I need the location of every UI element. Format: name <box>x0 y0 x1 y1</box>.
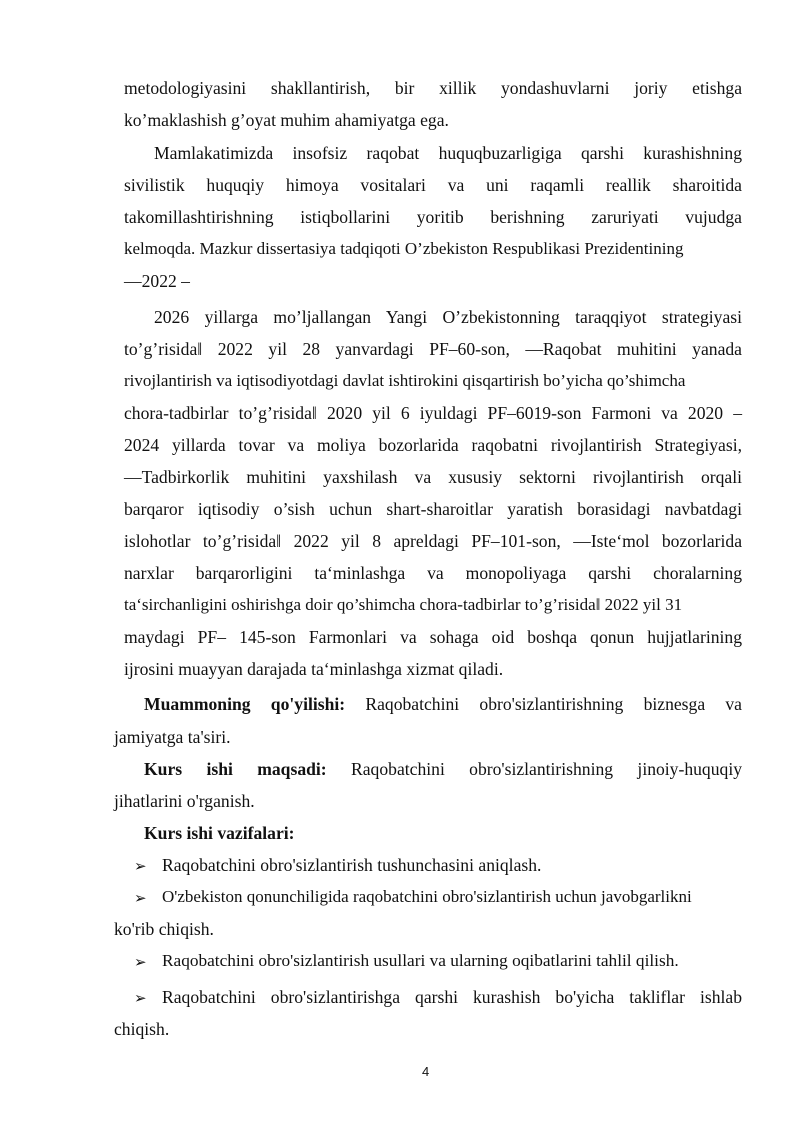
task-item-4-line-2: chiqish. <box>114 1019 170 1039</box>
paragraph-3-line-8: islohotlar to’g’risida‖ 2022 yil 8 apreldagi PF–101-son, ―Iste‘mol bozorlarida <box>124 531 742 551</box>
problem-statement-line-2: jamiyatga ta'siri. <box>114 727 231 747</box>
task-item-2-line-1: O'zbekiston qonunchiligida raqobatchini obro'sizlantirish uchun javobgarlikni <box>162 887 692 906</box>
task-item-4-line-1: Raqobatchini obro'sizlantirishga qarshi kurashish bo'yicha takliflar ishlab <box>162 987 742 1007</box>
goal-line-1 <box>144 758 742 780</box>
bullet-arrow-icon: ➢ <box>134 889 147 907</box>
paragraph-3-line-9: narxlar barqarorligini ta‘minlashga va monopoliyaga qarshi choralarning <box>124 563 742 583</box>
page-number: 4 <box>422 1064 430 1079</box>
paragraph-2-line-3: takomillashtirishning istiqbollarini yoritib berishning zaruriyati vujudga <box>124 207 742 227</box>
paragraph-3-line-6: ―Tadbirkorlik muhitini yaxshilash va xususiy sektorni rivojlantirish orqali <box>124 467 742 487</box>
problem-text: Raqobatchini obro'sizlantirishning biznesga va <box>365 694 742 714</box>
bullet-arrow-icon: ➢ <box>134 989 147 1007</box>
paragraph-2-line-5: ―2022 – <box>124 271 190 291</box>
bullet-arrow-icon: ➢ <box>134 953 147 971</box>
bullet-arrow-icon: ➢ <box>134 857 147 875</box>
paragraph-3-line-5: 2024 yillarda tovar va moliya bozorlarida raqobatni rivojlantirish Strategiyasi, <box>124 435 742 455</box>
task-item-3: Raqobatchini obro'sizlantirish usullari va ularning oqibatlarini tahlil qilish. <box>162 951 679 970</box>
paragraph-2-line-1: Mamlakatimizda insofsiz raqobat huquqbuzarligiga qarshi kurashishning <box>154 143 742 163</box>
paragraph-3-line-11: maydagi PF– 145-son Farmonlari va sohaga oid boshqa qonun hujjatlarining <box>124 627 742 647</box>
problem-statement-line-1 <box>144 693 742 715</box>
paragraph-1-line-1: metodologiyasini shakllantirish, bir xillik yondashuvlarni joriy etishga <box>124 78 742 98</box>
goal-label: Kurs ishi maqsadi: <box>144 759 327 779</box>
paragraph-3-line-7: barqaror iqtisodiy o’sish uchun shart-sharoitlar yaratish borasidagi navbatdagi <box>124 499 742 519</box>
paragraph-3-line-3: rivojlantirish va iqtisodiyotdagi davlat ishtirokini qisqartirish bo’yicha qo’shimcha <box>124 371 686 390</box>
paragraph-3-line-4: chora-tadbirlar to’g’risida‖ 2020 yil 6 iyuldagi PF–6019-son Farmoni va 2020 – <box>124 403 742 423</box>
paragraph-3-line-12: ijrosini muayyan darajada ta‘minlashga xizmat qiladi. <box>124 659 504 679</box>
paragraph-3-line-10: ta‘sirchanligini oshirishga doir qo’shimcha chora-tadbirlar to’g’risida‖ 2022 yil 31 <box>124 595 683 614</box>
task-item-2-line-2: ko'rib chiqish. <box>114 919 214 939</box>
paragraph-3-line-2: to’g’risida‖ 2022 yil 28 yanvardagi PF–60-son, ―Raqobat muhitini yanada <box>124 339 742 359</box>
paragraph-3-line-1: 2026 yillarga mo’ljallangan Yangi O’zbekistonning taraqqiyot strategiyasi <box>154 307 742 327</box>
goal-line-2: jihatlarini o'rganish. <box>114 791 255 811</box>
paragraph-2-line-2: sivilistik huquqiy himoya vositalari va uni raqamli reallik sharoitida <box>124 175 742 195</box>
tasks-heading: Kurs ishi vazifalari: <box>144 823 295 843</box>
goal-text: Raqobatchini obro'sizlantirishning jinoiy-huquqiy <box>351 759 743 779</box>
problem-label: Muammoning qo'yilishi: <box>144 694 346 714</box>
task-item-1: Raqobatchini obro'sizlantirish tushunchasini aniqlash. <box>162 855 542 875</box>
paragraph-2-line-4: kelmoqda. Mazkur dissertasiya tadqiqoti O’zbekiston Respublikasi Prezidentining <box>124 239 684 258</box>
paragraph-1-line-2: ko’maklashish g’oyat muhim ahamiyatga ega. <box>124 110 449 130</box>
